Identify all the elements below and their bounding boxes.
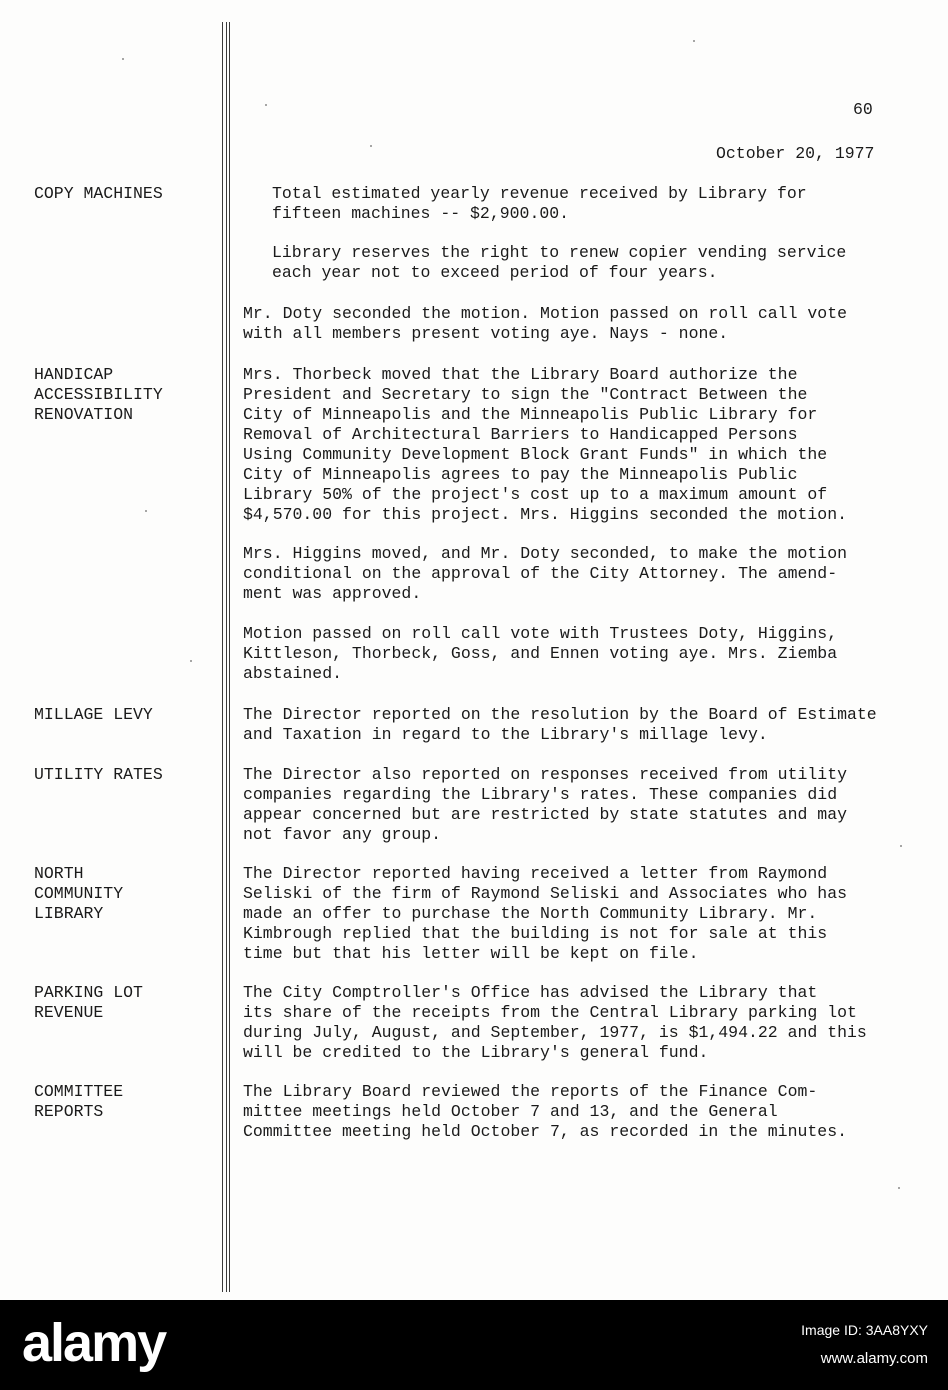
scan-speck — [898, 1187, 900, 1189]
scan-speck — [900, 845, 902, 847]
image-id-label: Image ID: 3AA8YXY — [801, 1322, 928, 1338]
margin-label-handicap-accessibility: HANDICAP ACCESSIBILITY RENOVATION — [34, 365, 163, 424]
paragraph-millage-levy: The Director reported on the resolution by the Board of Estimate and Taxation in regard to the Library's millage levy. — [243, 705, 877, 744]
margin-rule-middle — [226, 22, 227, 1292]
scan-speck — [265, 104, 267, 106]
scan-speck — [693, 40, 695, 42]
paragraph-roll-call: Motion passed on roll call vote with Trustees Doty, Higgins, Kittleson, Thorbeck, Goss, and Ennen voting aye. Mrs. Ziemba abstained. — [243, 624, 838, 683]
margin-label-utility-rates: UTILITY RATES — [34, 765, 163, 784]
margin-label-copy-machines: COPY MACHINES — [34, 184, 163, 203]
margin-rule-left — [222, 22, 223, 1292]
margin-label-north-community-library: NORTH COMMUNITY LIBRARY — [34, 864, 124, 923]
margin-label-committee-reports: COMMITTEE REPORTS — [34, 1082, 124, 1121]
watermark-url: www.alamy.com — [820, 1350, 928, 1367]
scan-speck — [122, 58, 124, 60]
paragraph-doty-motion: Mr. Doty seconded the motion. Motion passed on roll call vote with all members present voting aye. Nays - none. — [243, 304, 847, 343]
paragraph-thorbeck-motion: Mrs. Thorbeck moved that the Library Board authorize the President and Secretary to sign the "Contract Between the City of Minneapolis and the Minneapolis Public Library for Removal of Architectural Barriers to Handicapped Persons Using Community Development Block Grant Funds" in which the City of Minneapolis agrees to pay the Minneapolis Public Library 50% of the project's cost up to a maximum amount of $4,570.00 for this project. Mrs. Higgins seconded the motion. — [243, 365, 847, 524]
scan-speck — [145, 510, 147, 512]
scan-speck — [370, 145, 372, 147]
page-number: 60 — [853, 100, 873, 119]
paragraph-parking-lot: The City Comptroller's Office has advised the Library that its share of the receipts from the Central Library parking lot during July, August, and September, 1977, is $1,494.22 and this will be credited to the Library's general fund. — [243, 983, 867, 1062]
margin-label-millage-levy: MILLAGE LEVY — [34, 705, 153, 724]
paragraph-copy-renewal: Library reserves the right to renew copier vending service each year not to exceed period of four years. — [272, 243, 847, 282]
alamy-logo: alamy — [22, 1313, 166, 1373]
margin-rule-right — [229, 22, 230, 1292]
scan-speck — [190, 660, 192, 662]
paragraph-copy-revenue: Total estimated yearly revenue received by Library for fifteen machines -- $2,900.00. — [272, 184, 807, 223]
margin-label-parking-lot-revenue: PARKING LOT REVENUE — [34, 983, 143, 1022]
paragraph-utility-rates: The Director also reported on responses received from utility companies regarding the Library's rates. These companies did appear concerned but are restricted by state statutes and may not favor any group. — [243, 765, 847, 844]
paragraph-north-community: The Director reported having received a letter from Raymond Seliski of the firm of Raymond Seliski and Associates who has made an offer to purchase the North Community Library. Mr. Kimbrough replied that the building is not for sale at this time but that his letter will be kept on file. — [243, 864, 847, 963]
page-date: October 20, 1977 — [716, 144, 875, 163]
paragraph-committee-reports: The Library Board reviewed the reports of the Finance Com- mittee meetings held October 7 and 13, and the General Committee meeting held October 7, as recorded in the minutes. — [243, 1082, 847, 1141]
paragraph-higgins-amendment: Mrs. Higgins moved, and Mr. Doty seconded, to make the motion conditional on the approval of the City Attorney. The amend- ment was approved. — [243, 544, 847, 603]
